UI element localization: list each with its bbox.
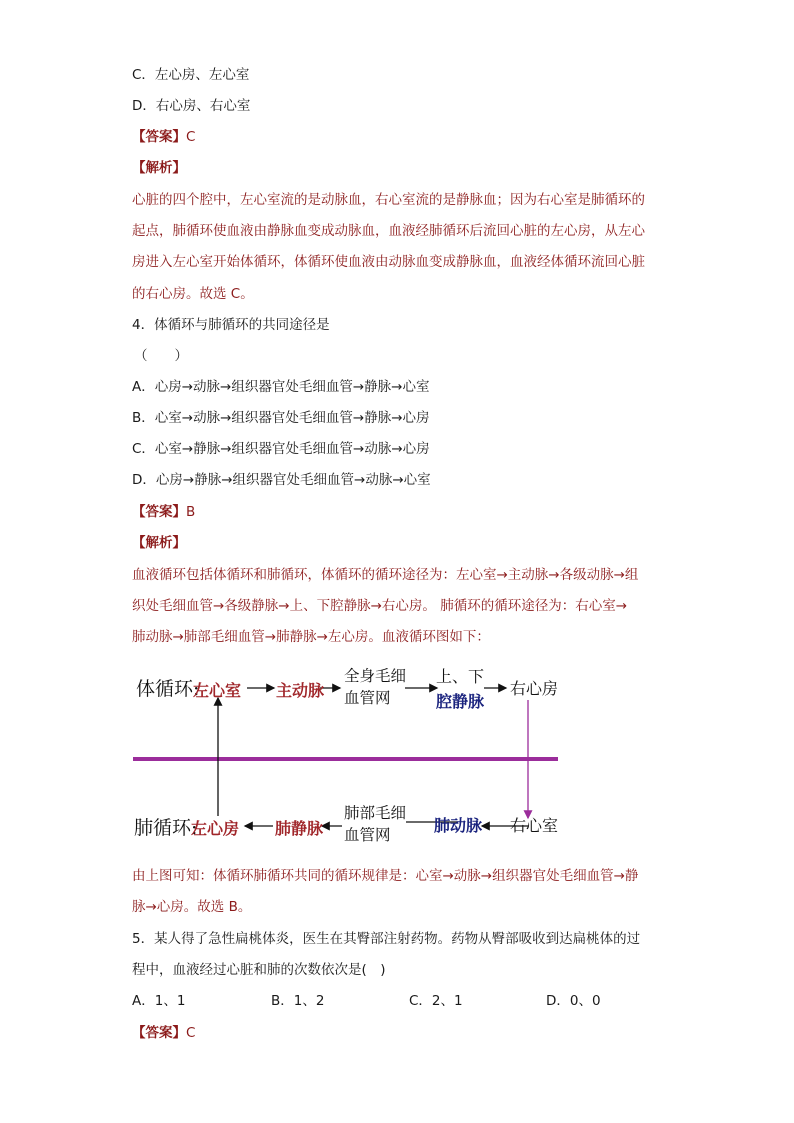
answer-value: C [186, 129, 196, 145]
q4-option-c: C．心室→静脉→组织器官处毛细血管→动脉→心房 [132, 441, 430, 457]
lung-capillary-line-1: 肺部毛细 [344, 804, 407, 822]
q5-answer [132, 1024, 195, 1042]
q4-stem: 4．体循环与肺循环的共同途径是 [132, 317, 330, 333]
q4-option-b: B．心室→动脉→组织器官处毛细血管→静脉→心房 [132, 410, 430, 426]
answer-tag: 【答案】 [132, 129, 186, 145]
body-capillary-line-2: 血管网 [344, 689, 391, 707]
aorta-label: 主动脉 [276, 681, 325, 700]
q3-analysis-tag: 【解析】 [132, 160, 186, 176]
q4-analysis-tag: 【解析】 [132, 535, 186, 551]
q3-analysis-line-1: 心脏的四个腔中，左心室流的是动脉血，右心室流的是静脉血；因为右心室是肺循环的 [132, 192, 645, 208]
q4-analysis-line-2: 织处毛细血管→各级静脉→上、下腔静脉→右心房。 肺循环的循环途径为：右心室→ [132, 598, 628, 614]
right-atrium-label: 右心房 [510, 679, 559, 698]
vena-cava-line-2: 腔静脉 [436, 692, 485, 711]
left-atrium-label: 左心房 [191, 819, 240, 838]
q3-option-c: C．左心房、左心室 [132, 67, 250, 83]
right-ventricle-label: 右心室 [510, 816, 559, 835]
answer-tag: 【答案】 [132, 1025, 186, 1041]
q3-option-d: D．右心房、右心室 [132, 98, 251, 114]
answer-value: B [186, 504, 196, 520]
q4-option-d: D．心房→静脉→组织器官处毛细血管→动脉→心室 [132, 472, 431, 488]
q3-analysis-line-3: 房进入左心室开始体循环，体循环使血液由动脉血变成静脉血，血液经体循环流回心脏 [132, 254, 645, 270]
q4-conclusion-line-2: 脉→心房。故选 B。 [132, 899, 252, 915]
q3-analysis-line-2: 起点，肺循环使血液由静脉血变成动脉血，血液经肺循环后流回心脏的左心房，从左心 [132, 223, 645, 239]
q5-option-b: B．1、2 [271, 993, 325, 1009]
lung-capillary-line-2: 血管网 [344, 826, 391, 844]
pulmonary-vein-label: 肺静脉 [275, 819, 324, 838]
pulmonary-circulation-label: 肺循环: [134, 817, 198, 839]
q5-option-a: A．1、1 [132, 993, 186, 1009]
q4-conclusion-line-1: 由上图可知：体循环肺循环共同的循环规律是：心室→动脉→组织器官处毛细血管→静 [132, 868, 639, 884]
left-ventricle-top: 左心室 [193, 681, 242, 700]
q3-analysis-line-4: 的右心房。故选 C。 [132, 286, 254, 302]
q4-analysis-line-1: 血液循环包括体循环和肺循环，体循环的循环途径为：左心室→主动脉→各级动脉→组 [132, 567, 639, 583]
q5-option-d: D．0、0 [546, 993, 601, 1009]
answer-value: C [186, 1025, 196, 1041]
q4-analysis-line-3: 肺动脉→肺部毛细血管→肺静脉→左心房。血液循环图如下： [132, 629, 490, 645]
body-capillary-line-1: 全身毛细 [344, 667, 407, 685]
q5-stem-line-1: 5．某人得了急性扁桃体炎，医生在其臀部注射药物。药物从臀部吸收到达扁桃体的过 [132, 931, 641, 947]
vena-cava-line-1: 上、下 [436, 667, 485, 686]
q5-option-c: C．2、1 [409, 993, 463, 1009]
answer-tag: 【答案】 [132, 504, 186, 520]
systemic-circulation-label: 体循环: [136, 678, 200, 700]
q4-option-a: A．心房→动脉→组织器官处毛细血管→静脉→心室 [132, 379, 430, 395]
q5-stem-line-2: 程中，血液经过心脏和肺的次数依次是( ) [132, 962, 386, 978]
q4-paren: （ ） [134, 348, 188, 364]
pulmonary-artery-label: 肺动脉 [434, 816, 483, 835]
